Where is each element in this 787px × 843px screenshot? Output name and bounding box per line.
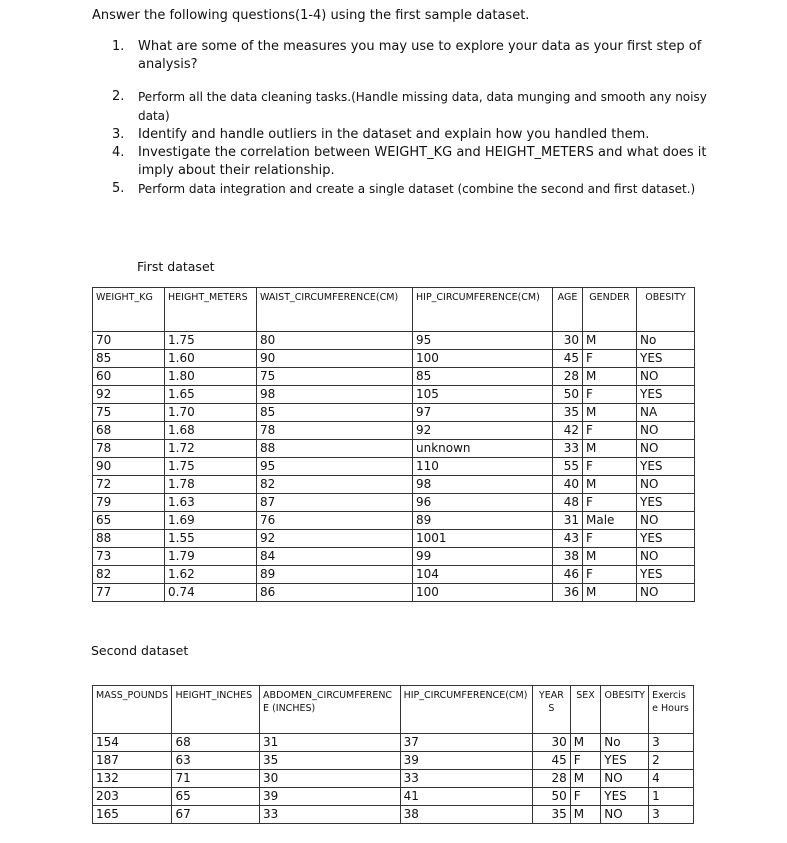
table-cell: YES	[637, 530, 695, 548]
table-cell: 1.55	[165, 530, 257, 548]
table-cell: 78	[93, 440, 165, 458]
table-cell: 0.74	[165, 584, 257, 602]
column-header: HIP_CIRCUMFERENCE(CM)	[413, 288, 553, 332]
table-cell: YES	[637, 566, 695, 584]
table-cell: 50	[553, 386, 583, 404]
table-row	[93, 386, 695, 404]
table-row	[93, 404, 695, 422]
table-cell: No	[637, 332, 695, 350]
table-cell: 55	[553, 458, 583, 476]
table-cell: 37	[400, 734, 532, 752]
table-cell: 35	[553, 404, 583, 422]
table-row	[93, 440, 695, 458]
table-row	[93, 770, 694, 788]
table-cell: 38	[400, 806, 532, 824]
table-cell: 95	[257, 458, 413, 476]
first-dataset-table	[92, 287, 695, 602]
table-cell: 68	[93, 422, 165, 440]
table-header-row	[93, 288, 695, 332]
question-number: 3.	[112, 127, 125, 142]
table-cell: 88	[93, 530, 165, 548]
table-cell: 73	[93, 548, 165, 566]
table-cell: 1.70	[165, 404, 257, 422]
table-cell: 50	[533, 788, 571, 806]
column-header: HIP_CIRCUMFERENCE(CM)	[400, 686, 532, 734]
table-cell: F	[583, 386, 637, 404]
table-cell: NO	[637, 440, 695, 458]
table-cell: 48	[553, 494, 583, 512]
question-item	[112, 38, 712, 74]
table-cell: 92	[413, 422, 553, 440]
table-cell: 35	[260, 752, 401, 770]
table-cell: 97	[413, 404, 553, 422]
table-cell: 33	[553, 440, 583, 458]
table-row	[93, 512, 695, 530]
table-cell: 31	[553, 512, 583, 530]
table-cell: 30	[553, 332, 583, 350]
question-number: 1.	[112, 39, 125, 54]
table-cell: 1001	[413, 530, 553, 548]
second-dataset-caption: Second dataset	[91, 643, 189, 658]
table-cell: 63	[172, 752, 260, 770]
table-cell: 98	[257, 386, 413, 404]
column-header: OBESITY	[637, 288, 695, 332]
table-cell: 1.68	[165, 422, 257, 440]
table-cell: 95	[413, 332, 553, 350]
table-cell: 77	[93, 584, 165, 602]
table-cell: 75	[93, 404, 165, 422]
table-cell: 67	[172, 806, 260, 824]
question-text: Perform all the data cleaning tasks.(Handle missing data, data munging and smooth any noisy data)	[138, 90, 707, 123]
table-cell: 82	[257, 476, 413, 494]
column-header: YEARS	[533, 686, 571, 734]
table-cell: 41	[400, 788, 532, 806]
table-cell: 35	[533, 806, 571, 824]
column-header: OBESITY	[601, 686, 649, 734]
question-item	[112, 180, 712, 199]
table-cell: 154	[93, 734, 172, 752]
column-header: WEIGHT_KG	[93, 288, 165, 332]
column-header: MASS_POUNDS	[93, 686, 172, 734]
table-cell: 2	[649, 752, 694, 770]
question-item	[112, 88, 712, 126]
table-row	[93, 494, 695, 512]
table-cell: 1	[649, 788, 694, 806]
table-cell: NO	[637, 368, 695, 386]
table-row	[93, 806, 694, 824]
table-row	[93, 788, 694, 806]
table-cell: 165	[93, 806, 172, 824]
table-row	[93, 548, 695, 566]
column-header: HEIGHT_INCHES	[172, 686, 260, 734]
table-cell: M	[570, 770, 601, 788]
table-cell: NO	[637, 422, 695, 440]
table-cell: 84	[257, 548, 413, 566]
table-cell: 1.80	[165, 368, 257, 386]
table-cell: 1.62	[165, 566, 257, 584]
table-row	[93, 458, 695, 476]
column-header: SEX	[570, 686, 601, 734]
table-cell: 30	[260, 770, 401, 788]
table-cell: M	[583, 440, 637, 458]
table-cell: 82	[93, 566, 165, 584]
table-cell: 80	[257, 332, 413, 350]
table-cell: 72	[93, 476, 165, 494]
table-cell: 28	[533, 770, 571, 788]
second-dataset-body	[93, 734, 694, 824]
table-cell: 104	[413, 566, 553, 584]
table-cell: unknown	[413, 440, 553, 458]
table-cell: 79	[93, 494, 165, 512]
table-cell: 88	[257, 440, 413, 458]
table-cell: NO	[601, 806, 649, 824]
table-cell: NO	[637, 584, 695, 602]
table-cell: 39	[400, 752, 532, 770]
table-cell: F	[583, 458, 637, 476]
table-cell: 1.63	[165, 494, 257, 512]
table-cell: F	[583, 566, 637, 584]
table-cell: 98	[413, 476, 553, 494]
table-cell: 30	[533, 734, 571, 752]
question-text: Investigate the correlation between WEIGHT_KG and HEIGHT_METERS and what does it imply about their relationship.	[138, 145, 707, 178]
question-number: 2.	[112, 89, 125, 104]
second-dataset-table	[92, 685, 694, 824]
table-cell: 1.75	[165, 332, 257, 350]
table-cell: M	[583, 584, 637, 602]
table-cell: 96	[413, 494, 553, 512]
table-row	[93, 476, 695, 494]
table-cell: 33	[400, 770, 532, 788]
question-text: Perform data integration and create a single dataset (combine the second and first dataset.)	[138, 182, 696, 196]
table-cell: 90	[93, 458, 165, 476]
table-row	[93, 734, 694, 752]
table-cell: M	[583, 332, 637, 350]
table-cell: YES	[601, 752, 649, 770]
table-cell: 92	[257, 530, 413, 548]
table-cell: NO	[637, 476, 695, 494]
table-cell: YES	[637, 494, 695, 512]
table-cell: 87	[257, 494, 413, 512]
table-cell: 4	[649, 770, 694, 788]
table-cell: 70	[93, 332, 165, 350]
table-cell: 100	[413, 584, 553, 602]
table-cell: 1.72	[165, 440, 257, 458]
table-row	[93, 350, 695, 368]
table-cell: NO	[637, 512, 695, 530]
table-cell: 203	[93, 788, 172, 806]
question-text: What are some of the measures you may use to explore your data as your first step of analysis?	[138, 39, 702, 72]
table-cell: 42	[553, 422, 583, 440]
table-cell: 65	[172, 788, 260, 806]
table-cell: 1.79	[165, 548, 257, 566]
table-cell: 31	[260, 734, 401, 752]
question-item	[112, 144, 712, 180]
question-text: Identify and handle outliers in the dataset and explain how you handled them.	[138, 127, 650, 142]
table-cell: 85	[93, 350, 165, 368]
table-cell: No	[601, 734, 649, 752]
question-number: 5.	[112, 181, 125, 196]
table-cell: 86	[257, 584, 413, 602]
table-cell: 100	[413, 350, 553, 368]
table-cell: YES	[601, 788, 649, 806]
table-cell: 105	[413, 386, 553, 404]
table-cell: 33	[260, 806, 401, 824]
instructions-text: Answer the following questions(1-4) using the first sample dataset.	[92, 8, 530, 23]
table-cell: 68	[172, 734, 260, 752]
table-row	[93, 422, 695, 440]
table-cell: 1.75	[165, 458, 257, 476]
question-number: 4.	[112, 145, 125, 160]
table-cell: F	[570, 752, 601, 770]
table-cell: 1.69	[165, 512, 257, 530]
table-row	[93, 530, 695, 548]
table-cell: M	[583, 368, 637, 386]
table-cell: F	[583, 530, 637, 548]
column-header: AGE	[553, 288, 583, 332]
table-cell: M	[583, 548, 637, 566]
table-cell: 89	[257, 566, 413, 584]
table-cell: 132	[93, 770, 172, 788]
table-cell: 40	[553, 476, 583, 494]
table-cell: 85	[413, 368, 553, 386]
table-cell: 78	[257, 422, 413, 440]
table-cell: NO	[637, 548, 695, 566]
table-header-row	[93, 686, 694, 734]
table-cell: NO	[601, 770, 649, 788]
table-cell: YES	[637, 350, 695, 368]
table-cell: 71	[172, 770, 260, 788]
table-cell: F	[583, 422, 637, 440]
table-cell: 85	[257, 404, 413, 422]
question-list	[112, 38, 712, 199]
table-cell: 1.60	[165, 350, 257, 368]
table-cell: 45	[553, 350, 583, 368]
table-cell: F	[570, 788, 601, 806]
table-cell: F	[583, 494, 637, 512]
table-cell: 3	[649, 806, 694, 824]
table-cell: 45	[533, 752, 571, 770]
table-row	[93, 332, 695, 350]
table-cell: 89	[413, 512, 553, 530]
table-cell: 110	[413, 458, 553, 476]
table-cell: Male	[583, 512, 637, 530]
table-cell: 76	[257, 512, 413, 530]
table-row	[93, 752, 694, 770]
table-cell: 43	[553, 530, 583, 548]
column-header: WAIST_CIRCUMFERENCE(CM)	[257, 288, 413, 332]
table-cell: NA	[637, 404, 695, 422]
table-cell: 1.78	[165, 476, 257, 494]
table-cell: M	[570, 734, 601, 752]
column-header: Exercise Hours	[649, 686, 694, 734]
table-row	[93, 368, 695, 386]
table-row	[93, 566, 695, 584]
table-cell: 28	[553, 368, 583, 386]
question-item	[112, 126, 712, 144]
table-cell: 46	[553, 566, 583, 584]
table-cell: 92	[93, 386, 165, 404]
table-cell: F	[583, 350, 637, 368]
table-cell: 187	[93, 752, 172, 770]
table-cell: 3	[649, 734, 694, 752]
table-cell: M	[570, 806, 601, 824]
table-cell: 39	[260, 788, 401, 806]
table-cell: 60	[93, 368, 165, 386]
table-cell: 36	[553, 584, 583, 602]
table-cell: M	[583, 476, 637, 494]
first-dataset-caption: First dataset	[137, 259, 215, 274]
table-cell: 38	[553, 548, 583, 566]
table-cell: M	[583, 404, 637, 422]
table-cell: 1.65	[165, 386, 257, 404]
table-cell: YES	[637, 386, 695, 404]
column-header: ABDOMEN_CIRCUMFERENCE (INCHES)	[260, 686, 401, 734]
table-cell: YES	[637, 458, 695, 476]
table-row	[93, 584, 695, 602]
table-cell: 90	[257, 350, 413, 368]
column-header: GENDER	[583, 288, 637, 332]
table-cell: 65	[93, 512, 165, 530]
table-cell: 75	[257, 368, 413, 386]
table-cell: 99	[413, 548, 553, 566]
column-header: HEIGHT_METERS	[165, 288, 257, 332]
first-dataset-body	[93, 332, 695, 602]
